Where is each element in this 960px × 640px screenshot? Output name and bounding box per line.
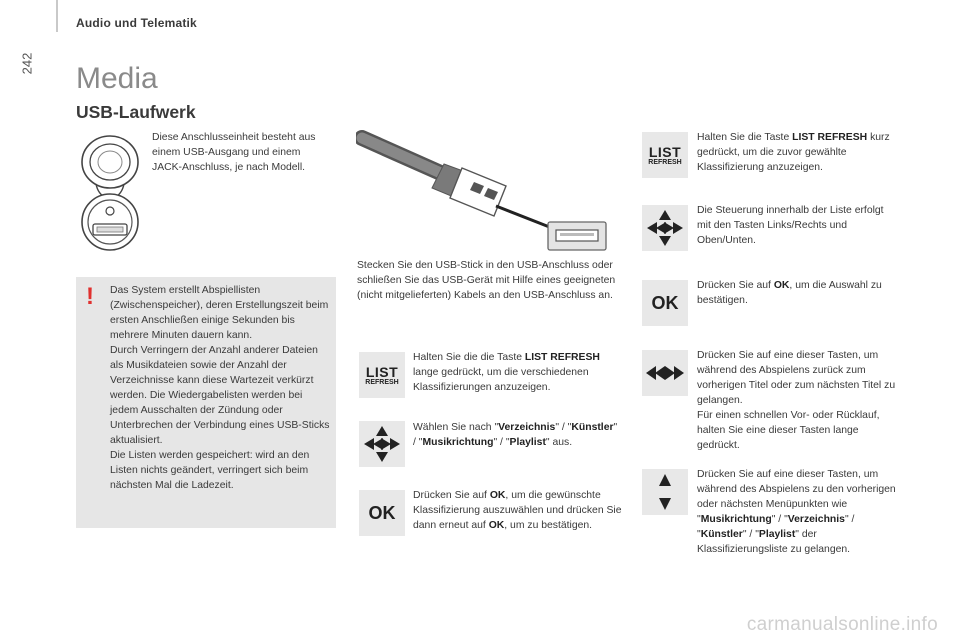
list-label: LIST <box>365 363 399 380</box>
step-ok-select: Drücken Sie auf OK, um die Auswahl zu bestätigen. <box>697 280 882 306</box>
ok-button-icon-2 <box>642 280 688 326</box>
step-list-long: Halten Sie die die Taste LIST REFRESH lange gedrückt, um die verschiedenen Klassifizierungen anzuzeigen. <box>413 352 600 393</box>
page-number: 242 <box>19 52 35 75</box>
warning-note-text <box>110 283 330 493</box>
usb-plug-illustration <box>356 128 618 256</box>
note-line-1: Das System erstellt Abspiellisten (Zwischenspeicher), deren Erstellungszeit beim ersten Anschließen einige Sekunden bis mehrere Minuten dauern kann. <box>110 285 329 341</box>
ok-button-icon <box>359 490 405 536</box>
up-down-arrows-icon <box>642 469 688 515</box>
step-prev-next-menu: Drücken Sie auf eine dieser Tasten, um während des Abspielens zu den vorherigen oder nächsten Menüpunkten wie "Musikrichtung" / "Verzeichnis" / "Künstler" / "Playlist" der Klassifizierungsliste zu gelangen. <box>697 469 896 555</box>
ok-label: OK <box>368 502 396 523</box>
note-line-2: Durch Verringern der Anzahl anderer Dateien als Musikdateien sowie der Anzahl der Verzeichnisse kann diese Wartezeit verkürzt werden. Die Wiedergabelisten werden bei jedem Ausschalten der Zündung oder Unterbrechen der Verbindung eines USB-Sticks aktualisiert. <box>110 345 330 446</box>
page-edge-bar <box>56 0 58 32</box>
section-subtitle: USB-Laufwerk <box>76 102 196 122</box>
four-way-arrows-icon-2 <box>642 205 688 251</box>
list-refresh-button-icon <box>359 352 405 398</box>
section-header: Audio und Telematik <box>76 16 197 30</box>
step-prev-next-p2: Für einen schnellen Vor- oder Rücklauf, halten Sie eine dieser Tasten lange gedrückt. <box>697 410 880 451</box>
left-right-arrows-icon <box>642 350 688 396</box>
footer-watermark: carmanualsonline.info <box>746 614 938 635</box>
step-list-short: Halten Sie die Taste LIST REFRESH kurz gedrückt, um die zuvor gewählte Klassifizierung anzuzeigen. <box>697 132 890 173</box>
refresh-label: REFRESH <box>365 378 399 386</box>
step-prev-next-track <box>697 348 902 453</box>
note-line-3: Die Listen werden gespeichert: wird an den Listen nichts geändert, verringert sich beim nächsten Mal die Ladezeit. <box>110 450 310 491</box>
intro-text: Diese Anschlusseinheit besteht aus einem USB-Ausgang und einem JACK-Anschluss, je nach Modell. <box>152 132 316 173</box>
warning-exclamation-icon: ! <box>86 283 94 310</box>
ok-label-2: OK <box>651 292 679 313</box>
step-ok-confirm: Drücken Sie auf OK, um die gewünschte Klassifizierung auszuwählen und drücken Sie dann erneut auf OK, um zu bestätigen. <box>413 490 622 531</box>
list-refresh-button-icon-2 <box>642 132 688 178</box>
usb-port-unit-illustration <box>76 132 144 254</box>
usb-insert-text: Stecken Sie den USB-Stick in den USB-Anschluss oder schließen Sie das USB-Gerät mit Hilfe eines geeigneten (nicht mitgelieferten) Kabels an den USB-Anschluss an. <box>357 260 616 301</box>
step-navigate: Die Steuerung innerhalb der Liste erfolgt mit den Tasten Links/Rechts und Oben/Unten. <box>697 205 884 246</box>
step-prev-next-p1: Drücken Sie auf eine dieser Tasten, um während des Abspielens zurück zum vorherigen Titel oder zum nächsten Titel zu gelangen. <box>697 350 896 406</box>
step-choose-classification: Wählen Sie nach "Verzeichnis" / "Künstler" / "Musikrichtung" / "Playlist" aus. <box>413 422 618 448</box>
list-label-2: LIST <box>648 143 682 160</box>
four-way-arrows-icon <box>359 421 405 467</box>
refresh-label-2: REFRESH <box>648 158 682 166</box>
page-title: Media <box>76 62 158 95</box>
